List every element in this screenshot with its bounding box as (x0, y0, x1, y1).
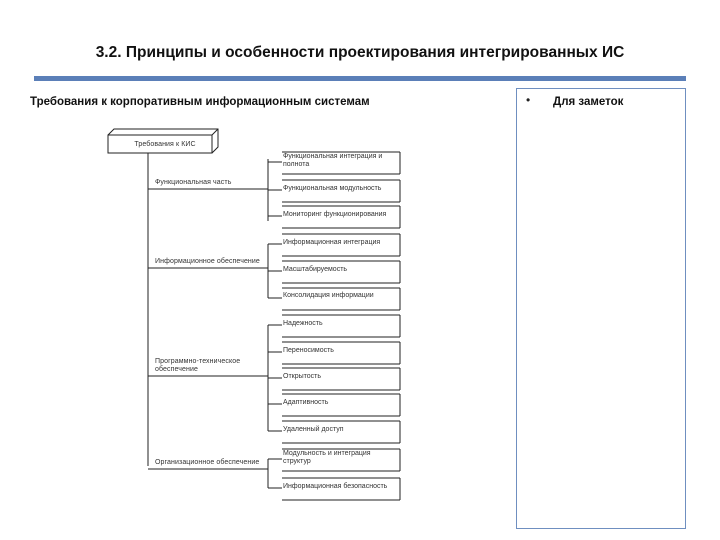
group-label-functional: Функциональная часть (155, 179, 232, 186)
item-functional-modularity: Функциональная модульность (283, 185, 382, 192)
item-info-security: Информационная безопасность (283, 483, 388, 490)
item-adaptivity: Адаптивность (283, 399, 329, 406)
item-portability: Переносимость (283, 347, 334, 354)
root-label: Требования к КИС (134, 141, 196, 148)
item-reliability: Надежность (283, 320, 323, 327)
item-consolidation: Консолидация информации (283, 292, 374, 299)
notes-bullet: • (526, 93, 531, 107)
slide-title: 3.2. Принципы и особенности проектирования интегрированных ИС (95, 44, 625, 61)
item-monitoring: Мониторинг функционирования (283, 211, 387, 218)
item-remote-access: Удаленный доступ (283, 426, 344, 433)
group-label-organizational: Организационное обеспечение (155, 459, 260, 466)
group-label-information: Информационное обеспечение (155, 258, 260, 265)
item-information-integration: Информационная интеграция (283, 239, 381, 246)
item-functional-integration: Функциональная интеграция и полнота (283, 153, 383, 168)
notes-label: Для заметок (553, 96, 624, 108)
item-openness: Открытость (283, 373, 322, 380)
item-scalability: Масштабируемость (283, 266, 348, 273)
slide-subtitle: Требования к корпоративным информационным системам (30, 96, 370, 108)
item-org-modularity: Модульность и интеграция структур (283, 450, 371, 465)
group-label-software-hardware: Программно-техническое обеспечение (155, 358, 241, 373)
